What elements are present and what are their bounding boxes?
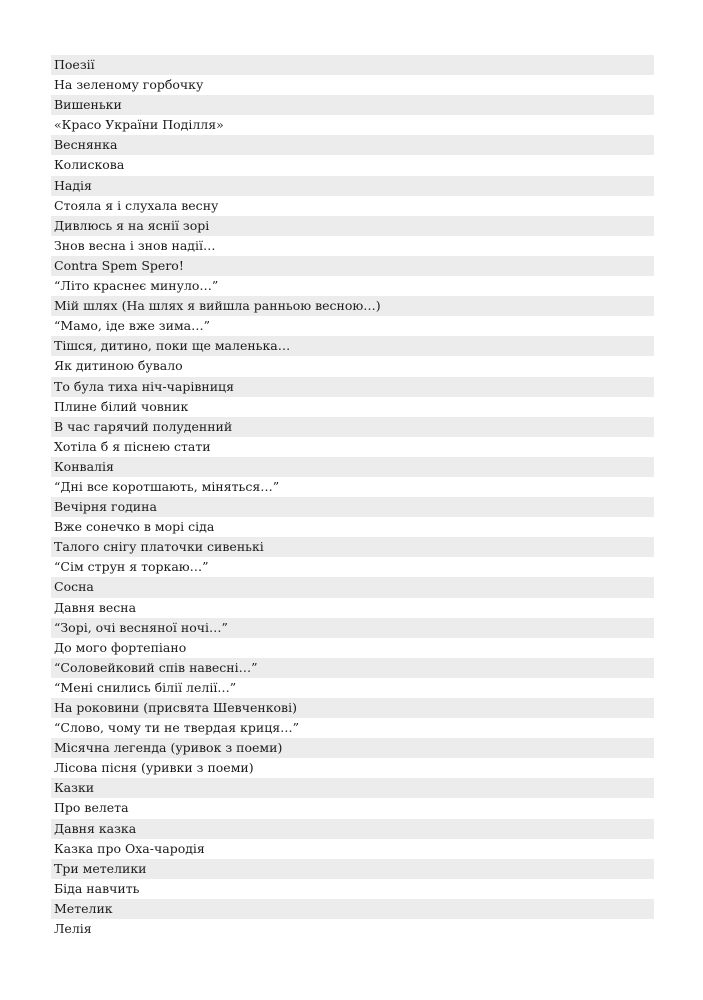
toc-item[interactable]: Мій шлях (На шлях я вийшла ранньою весною…) [51,296,654,316]
toc-item[interactable]: На зеленому горбочку [54,77,204,93]
toc-item[interactable]: Знов весна і знов надії… [54,237,216,253]
toc-item[interactable]: Казки [51,778,654,798]
toc-item[interactable]: Як дитиною бувало [54,358,183,374]
toc-item[interactable]: Давня весна [54,599,137,615]
toc-item[interactable]: Вже сонечко в морі сіда [54,519,215,535]
toc-item[interactable]: Стояла я і слухала весну [54,197,219,213]
toc-item[interactable]: Талого снігу платочки сивенькі [51,537,654,557]
toc-item[interactable]: “Слово, чому ти не твердая криця…” [54,720,300,736]
toc-item[interactable]: “Дні все коротшають, міняться…” [54,478,280,494]
toc-item[interactable]: Тішся, дитино, поки ще маленька… [51,336,654,356]
table-of-contents [51,55,654,939]
toc-item[interactable]: Казка про Оха-чародія [54,840,205,856]
toc-item[interactable]: Поезії [51,55,654,75]
toc-item[interactable]: Колискова [54,157,125,173]
toc-item[interactable]: Біда навчить [54,880,140,896]
toc-item[interactable]: Про велета [54,800,129,816]
toc-item[interactable]: “Мамо, іде вже зима…” [54,318,211,334]
toc-item[interactable]: “Сім струн я торкаю…” [54,559,209,575]
toc-item[interactable]: Місячна легенда (уривок з поеми) [51,738,654,758]
toc-item[interactable]: “Мені снились білії лелії…” [54,679,237,695]
toc-item[interactable]: До мого фортепіано [54,639,187,655]
toc-item[interactable]: Веснянка [51,135,654,155]
toc-item[interactable]: Плине білий човник [54,398,189,414]
toc-item[interactable]: Вишеньки [51,95,654,115]
toc-item[interactable]: На роковини (присвята Шевченкові) [51,698,654,718]
toc-item[interactable]: Contra Spem Spero! [51,256,654,276]
toc-item[interactable]: Давня казка [51,819,654,839]
toc-item[interactable]: В час гарячий полуденний [51,417,654,437]
toc-item[interactable]: Метелик [51,899,654,919]
toc-item[interactable]: Дивлюсь я на яснії зорі [51,216,654,236]
toc-item[interactable]: “Соловейковий спів навесні…” [51,658,654,678]
toc-item[interactable]: Лелія [54,921,92,937]
toc-item[interactable]: Конвалія [51,457,654,477]
toc-item[interactable]: То була тиха ніч-чарівниця [51,377,654,397]
toc-item[interactable]: “Зорі, очі весняної ночі…” [51,618,654,638]
toc-item[interactable]: “Літо краснеє минуло…” [54,278,219,294]
toc-item[interactable]: Три метелики [51,859,654,879]
toc-item[interactable]: Лісова пісня (уривки з поеми) [54,760,254,776]
toc-item[interactable]: Хотіла б я піснею стати [54,438,211,454]
toc-item[interactable]: Сосна [51,577,654,597]
toc-item[interactable]: Вечірня година [51,497,654,517]
toc-item[interactable]: «Красо України Поділля» [54,117,224,133]
toc-item[interactable]: Надія [51,176,654,196]
